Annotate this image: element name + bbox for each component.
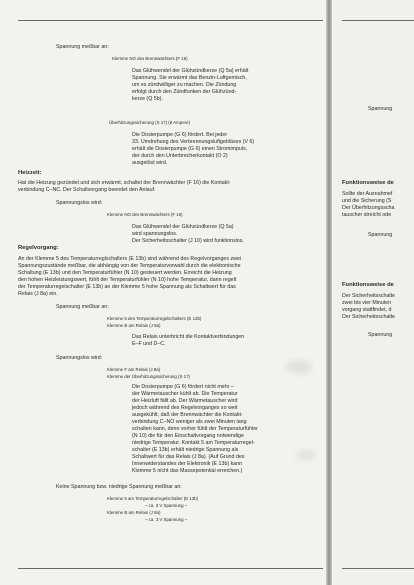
text-line: kerze (Q 5b). bbox=[132, 96, 163, 102]
text-line: ausgelöst wird. bbox=[132, 160, 168, 166]
section-label: Spannung bbox=[368, 232, 393, 238]
heading-regelvorgang: Regelvorgang: bbox=[18, 245, 59, 251]
voltage-note: – ca. 3 V Spannung – bbox=[145, 503, 188, 508]
section-label: Spannungslos wird: bbox=[56, 355, 103, 361]
terminal-line: Klemme NO des Brennwächters (F 16) bbox=[107, 212, 183, 217]
text-line: Spannungszustände meßbar, die abhängig von der Temperaturvorwahl durch die elektronische bbox=[18, 263, 241, 269]
text-line: Das Glühwendel der Glühzündkerze (Q 5a) bbox=[132, 224, 234, 230]
text-line: und die Sicherung (S bbox=[342, 198, 392, 204]
section-label: Spannung meßbar an: bbox=[56, 304, 109, 310]
text-line: Schaltung (E 13b) und den Temperaturfühler (N 10) gesteuert werden. Erreicht die Heizung bbox=[18, 270, 232, 276]
terminal-line: Klemme F am Relais (J 8a) bbox=[107, 367, 161, 372]
text-line: der Wärmetauscher kühlt ab. Die Temperatur bbox=[132, 391, 238, 397]
text-line: Klemme 5 nicht das Massepotential erreichen.) bbox=[132, 468, 243, 474]
text-line: Der Sicherheitsschalte bbox=[342, 314, 395, 320]
text-line: erfolgt durch den Zündfunken der Glühzünd- bbox=[132, 89, 237, 95]
heading-heizzeit: Heizzeit: bbox=[18, 170, 42, 176]
text-line: verbindung C–NO weniger als zwei Minuten lang bbox=[132, 419, 247, 425]
text-line: ausgekühlt, daß der Brennwächter die Kontakt- bbox=[132, 412, 243, 418]
voltage-note: – ca. 3 V Spannung – bbox=[145, 517, 188, 522]
text-line: (N 10) die für den Einschaltvorgang notwendige bbox=[132, 433, 244, 439]
text-line: den hohen Heizleistungswert, fühlt der Temperaturfühler (N 10) hohe Temperatur, dann regelt bbox=[18, 277, 237, 283]
manual-page-right bbox=[332, 0, 414, 585]
text-line: Das Relais unterbricht die Kontaktverbindungen bbox=[132, 334, 245, 340]
text-line: zwei bis vier Minuten bbox=[342, 300, 392, 306]
text-line: wird spannungslos. bbox=[132, 231, 178, 237]
heading-funktionsweise: Funktionsweise de bbox=[342, 180, 394, 186]
text-line: tauscher streicht ode bbox=[342, 212, 392, 218]
text-line: Der Überhitzungsscha bbox=[342, 205, 395, 211]
text-line: der Temperaturregelschalter (E 13b) an der Klemme 5 hohe Spannung als Schaltwert für das bbox=[18, 284, 236, 290]
text-line: Die Dosierpumpe (G 6) fördert. Bei jeder bbox=[132, 132, 228, 138]
text-line: erhält die Dosierpumpe (G 6) einen Stromimpuls, bbox=[132, 146, 248, 152]
text-line: um es zündwilliger zu machen. Die Zündung bbox=[132, 82, 237, 88]
paper-smudge bbox=[296, 450, 316, 460]
terminal-line: Klemme NO des Brennwächters (F 16) bbox=[112, 56, 188, 61]
heading-funktionsweise: Funktionsweise de bbox=[342, 282, 394, 288]
paper-smudge bbox=[286, 360, 312, 374]
text-line: Innenwiderstandes der Elektronik (E 13b) kann bbox=[132, 461, 243, 467]
text-line: der durch den Unterbrecherkontakt (O 2) bbox=[132, 153, 228, 159]
terminal-line: Klemme 5 am Temperaturregelschalter (E 13b) bbox=[107, 496, 199, 501]
text-line: Spannung. Sie erwärmt das Benzin-Luftgemisch, bbox=[132, 75, 247, 81]
text-line: verbindung C–NC. Der Schaltvorgang beendet den Anlauf. bbox=[18, 187, 156, 193]
text-line: Das Glühwendel der Glühzündkerze (Q 5a) erhält bbox=[132, 68, 249, 74]
fuse-line: Überhitzungssicherung (S 17) (8 Ampere) bbox=[109, 120, 191, 125]
terminal-line: Klemme B am Relais (J 8a) bbox=[107, 510, 161, 515]
section-label: Keine Spannung bzw. niedrige Spannung meßbar an: bbox=[56, 484, 182, 490]
text-line: schalter (E 13b) erhält niedrige Spannung als bbox=[132, 447, 239, 453]
text-line: Relais (J 8a) ein. bbox=[18, 291, 58, 297]
bottom-rule bbox=[18, 568, 323, 569]
terminal-line: Klemme der Überhitzungssicherung (S 17) bbox=[107, 374, 190, 379]
text-line: niedrige Temperatur. Kontakt 5 am Temperaturregel- bbox=[132, 440, 255, 446]
top-rule bbox=[18, 20, 323, 21]
bottom-rule bbox=[342, 568, 414, 569]
terminal-line: Klemme 5 des Temperaturregelschalters (E 13b) bbox=[107, 316, 202, 321]
section-label: Spannung bbox=[368, 106, 393, 112]
section-label: Spannungslos wird: bbox=[56, 200, 103, 206]
text-line: Der Sicherheitsschalter (J 10) wird funktionslos. bbox=[132, 238, 244, 244]
text-line: Der Sicherheitsschalte bbox=[342, 293, 395, 299]
text-line: der Heizluft fällt ab. Der Wärmetauscher wird bbox=[132, 398, 238, 404]
text-line: Schaltwert für das Relais (J 8a). (Auf Grund des bbox=[132, 454, 245, 460]
terminal-line: Klemme B am Relais (J 8a) bbox=[107, 323, 161, 328]
text-line: Die Dosierpumpe (G 6) fördert nicht mehr – bbox=[132, 384, 234, 390]
text-line: Hat die Heizung gezündet und sich erwärmt, schaltet der Brennwächter (F 16) die Kontakt- bbox=[18, 180, 231, 186]
text-line: jedoch während des Regelvorganges so weit bbox=[132, 405, 238, 411]
text-line: E–F und D–C. bbox=[132, 341, 166, 347]
top-rule bbox=[342, 20, 414, 21]
text-line: 33. Umdrehung des Verbrennungsluftgebläses (V 6) bbox=[132, 139, 255, 145]
text-line: vorgang stattfindet, d bbox=[342, 307, 392, 313]
text-line: Sollte der Ausnahmef bbox=[342, 191, 393, 197]
section-label: Spannung meßbar an: bbox=[56, 44, 109, 50]
section-label: Spannung bbox=[368, 332, 393, 338]
text-line: schalten kann, denn vorher fühlt der Temperaturfühler bbox=[132, 426, 258, 432]
text-line: An der Klemme 5 des Temperaturreglschalters (E 13b) sind während des Regelvorganges zwei bbox=[18, 256, 242, 262]
